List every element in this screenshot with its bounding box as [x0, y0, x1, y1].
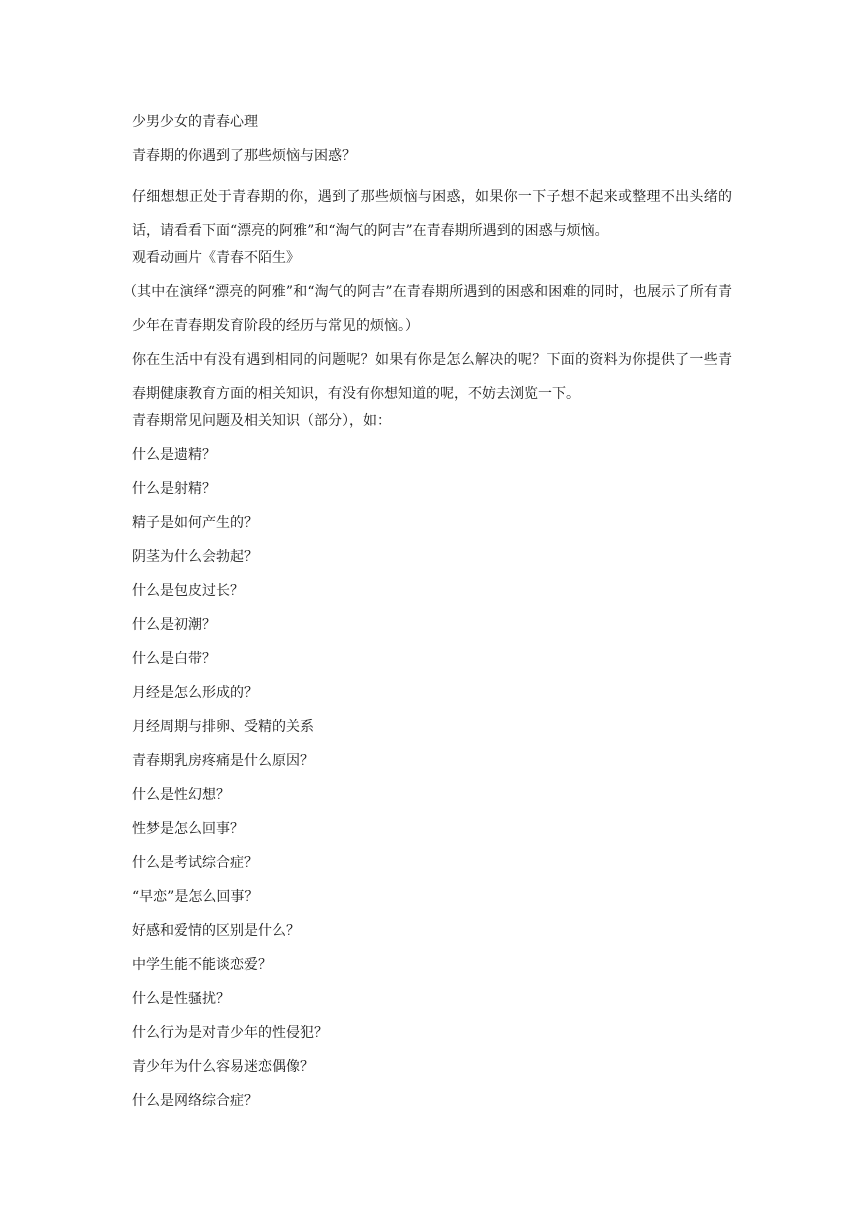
question-list [132, 445, 732, 1111]
video-line: 观看动画片《青春不陌生》 [132, 250, 300, 266]
list-item: 什么行为是对青少年的性侵犯？ [132, 1025, 328, 1041]
list-item: 性梦是怎么回事？ [132, 821, 244, 837]
list-item: 月经周期与排卵、受精的关系 [132, 719, 314, 735]
document-title: 少男少女的青春心理 [132, 114, 258, 130]
list-item: 什么是白带？ [132, 651, 216, 667]
list-item: 什么是网络综合症？ [132, 1093, 258, 1109]
intro-paragraph: 仔细想想正处于青春期的你，遇到了那些烦恼与困惑，如果你一下子想不起来或整理不出头绪的话，请看看下面“漂亮的阿雅”和“淘气的阿吉”在青春期所遇到的困惑与烦恼。 [132, 189, 732, 239]
list-item: 青少年为什么容易迷恋偶像？ [132, 1059, 314, 1075]
list-item: 什么是初潮？ [132, 617, 216, 633]
list-item: 什么是遗精？ [132, 447, 216, 463]
list-intro: 青春期常见问题及相关知识（部分），如： [132, 413, 391, 429]
resource-paragraph: 你在生活中有没有遇到相同的问题呢？如果有你是怎么解决的呢？下面的资料为你提供了一些青春期健康教育方面的相关知识，有没有你想知道的呢，不妨去浏览一下。 [132, 352, 732, 402]
list-item: 青春期乳房疼痛是什么原因？ [132, 753, 314, 769]
document-body [123, 112, 732, 1125]
list-item: 好感和爱情的区别是什么？ [132, 923, 300, 939]
list-item: 什么是包皮过长？ [132, 583, 244, 599]
list-item: 什么是考试综合症？ [132, 855, 258, 871]
list-item: “早恋”是怎么回事？ [132, 889, 259, 905]
list-item: 什么是性骚扰？ [132, 991, 230, 1007]
list-item: 精子是如何产生的？ [132, 515, 258, 531]
list-item: 什么是射精？ [132, 481, 216, 497]
list-item: 阴茎为什么会勃起？ [132, 549, 258, 565]
video-note-paragraph: （其中在演绎“漂亮的阿雅”和“淘气的阿吉”在青春期所遇到的困惑和困难的同时，也展示了所有青少年在青春期发育阶段的经历与常见的烦恼。） [123, 284, 732, 334]
list-item: 中学生能不能谈恋爱？ [132, 957, 272, 973]
document-subtitle: 青春期的你遇到了那些烦恼与困惑？ [132, 148, 356, 164]
list-item: 什么是性幻想？ [132, 787, 230, 803]
list-item: 月经是怎么形成的？ [132, 685, 258, 701]
